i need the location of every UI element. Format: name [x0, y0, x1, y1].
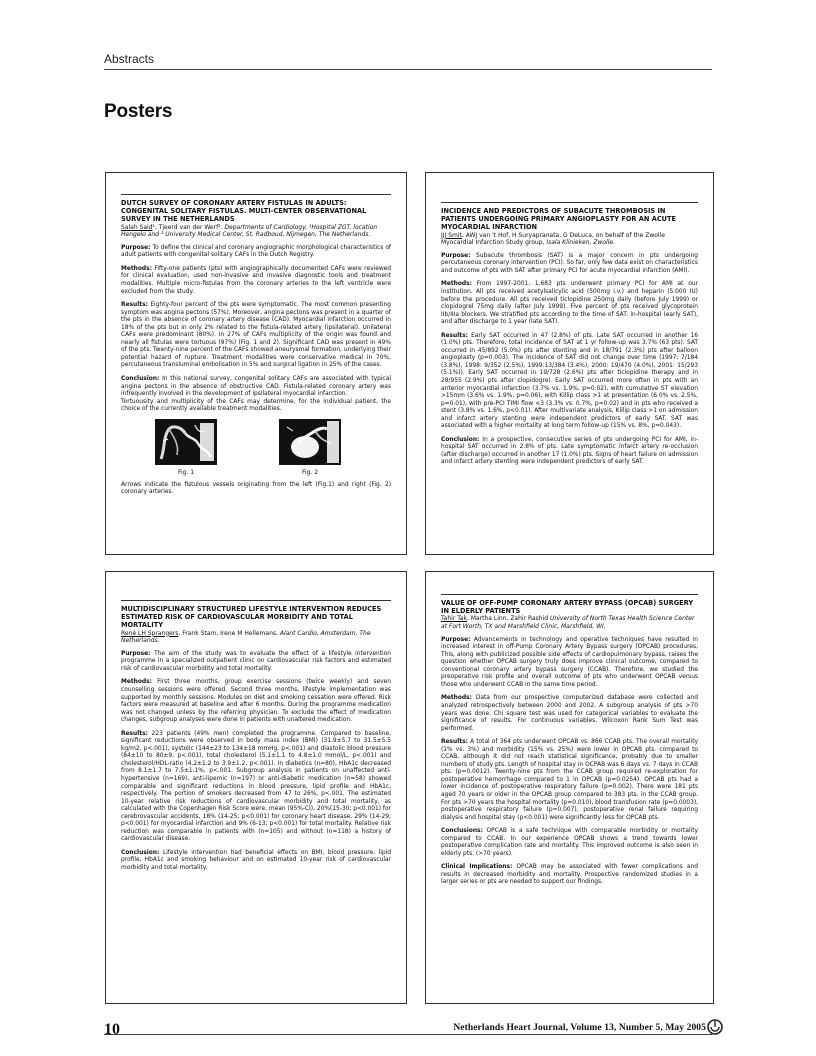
section-text: In a prospective, consecutive series of pts undergoing PCI for AMI, in-hospital SAT occurred in 2.8% of pts. Late symptomatic infarct artery re-occlusion (after discharge) occurred in another 17 (1.0%) pts. Signs of heart failure on admission and infarct artery stenting were independent predictors of early SAT. [441, 436, 698, 466]
section-text: Advancements in technology and operative techniques have resulted in increased interest in off-Pump Coronary Artery Bypass surgery (OPCAB) procedures. This, along with publicized possible side effects of cardiopulmonary bypass, raises the question whether OPCAB surgery truly does improve clinical outcome, compared to conventional coronary artery bypass surgery (CCAB). Therefore, we studied the preoperative risk profile and overall outcome of pts who underwent OPCAB versus those who underwent CCAB in the same time period. [441, 636, 699, 688]
section-label: Purpose: [441, 252, 471, 259]
poster-authors [121, 630, 391, 645]
abstract-section [441, 828, 698, 858]
poster-rule [121, 194, 391, 195]
abstract-section [441, 437, 698, 467]
abstract-section [121, 731, 391, 844]
figure-2 [278, 419, 342, 476]
section-text: OPCAB is a safe technique with comparable morbidity or mortality compared to CCAB. In our experience OPCAB shows a trend towards lower postoperative complication rate and mortality. This improved outcome is also seen in elderly pts. (>70 years). [441, 828, 699, 857]
section-label: Conclusion: [121, 376, 160, 382]
co-authors: , Frank Stam, Irene M Hellemans. [178, 629, 280, 637]
section-text: Eighty-four percent of the pts were symptomatic. The most common presenting symptom was angina pectons (57%). Moreover, angina pectons was present in a quarter of the pts in the absence of coronary artery disease (CAD). Myocardial infarction occurred in 18% of the pts but in only 2% related to the fistula-related artery (ipsilateral). Unilateral CAFs were predominant (80%). In 27% of CAFs multiplicity of the origin was found and nearly all fistulas were tortuous (97%) (Fig. 1 and 2). Significant CAD was present in 49% of the pts. Twenty-nine percent of the CAFs showed aneurysmal formation, underlying their potential hazard of rupture. Treatment modalities were conservative medical in 70%, percutaneous transluminal embolisation in 5% and surgical ligation in 25% of the cases. [121, 302, 392, 369]
section-text: Early SAT occurred in 47 (2.8%) of pts. Late SAT occurred in another 16 (1.0%) pts. Therefore, total incidence of SAT at 1 yr follow-up was 3.7% (63 pts). SAT occurred in 45/892 (5.0%) pts after stenting and in 18/791 (2.3%) pts after balloon angioplasty (p=0.003). The incidence of SAT did not change over time (1997: 7/184 (3.8%), 1998: 9/352 (2.5%), 1999:13/384 (3.4%), 2000: 19/470 (4.0%), 2001: 15/293 (5.1%)). Early SAT occurred in 19/728 (2.6%) pts after ticlopidine therapy and in 28/955 (2.9%) pts after clopidogrel. Early SAT occurred more often in pts with an anterior myocardial infarction (3.7% vs. 1.9%, p=0.02), with cumulative ST elevation >15mm (3.6% vs. 1.9%, p=0.06), with Killip class >1 at presentation (6.0% vs. 2.5%, p=0.01), with pre-PCI TIMI flow <3 (3.3% vs. 0.7%, p=0.02) and in pts who received a stent (3.8% vs. 1.6%, p<0.01). After multivariate analysis, Killip class >1 on admission and infarct artery stenting were independent predictors of early SAT. SAT was associated with a higher mortality at long term follow-up (15% vs. 8%, p=0.043). [441, 332, 698, 430]
figure-1 [154, 419, 218, 476]
affiliation: University of North Texas Health Science Center at Fort Worth, TX and Marshfield Clinic, Marshfield, WI. [441, 615, 695, 630]
section-label: Methods: [121, 679, 152, 686]
angiogram-image [155, 419, 217, 465]
abstract-section [441, 333, 698, 431]
section-label: Results: [121, 730, 148, 737]
section-text: From 1997-2001, 1.683 pts underwent primary PCI for AMI at our institution. All pts received acetylsalicylic acid (500mg i.v.) and heparin (5.000 IU) before the procedure. All pts received ticlopidine 250mg daily (before July 1999) or clopidogrel 75mg daily (after July 1999). Five percent of pts received glycoprotein IIb/IIIa blockers. We stratified pts according to the time of SAT: in-hospital (early SAT), and after discharge to 1 year (late SAT). [441, 281, 699, 326]
abstract-section [441, 281, 698, 326]
figure-caption: Fig. 2 [301, 468, 319, 476]
affiliation: Alant Cardio, Amsterdam, The Netherlands. [121, 629, 371, 645]
poster-title: INCIDENCE AND PREDICTORS OF SUBACUTE THROMBOSIS IN PATIENTS UNDERGOING PRIMARY ANGIOPLASTY FOR AN ACUTE MYOCARDIAL INFARCTION [441, 207, 677, 232]
poster-rule [441, 202, 698, 203]
abstract-section [121, 850, 391, 873]
section-label: Results: [441, 739, 468, 746]
section-label: Methods: [441, 281, 472, 288]
poster-title: MULTIDISCIPLINARY STRUCTURED LIFESTYLE INTERVENTION REDUCES ESTIMATED RISK OF CARDIOVASCULAR MORBIDITY AND TOTAL MORTALITY [121, 605, 382, 630]
page-number: 10 [104, 1021, 120, 1038]
section-label: Results: [121, 302, 148, 309]
abstract-section [441, 253, 698, 276]
angiogram-image [279, 419, 341, 465]
section-label: Purpose: [121, 244, 151, 251]
section-text: Data from our prospective computerized database were collected and analyzed retrospectively between 2000 and 2002. A subgroup analysis of pts >70 years was done. Chi square test was used for categorical variables to evaluate the significance of results. For continuous variables, Wilcoxon Rank Sum Test was performed. [441, 695, 699, 732]
poster-authors [121, 224, 391, 239]
abstract-section [121, 376, 391, 399]
poster-2 [425, 172, 714, 555]
co-authors: , Martha Linn, Zahir Rashid [467, 615, 550, 623]
poster-1 [105, 172, 407, 555]
section-text: Fifty-one patients (pts) with angiographically documented CAFs were reviewed for clinical evaluation, used non-invasive and invasive diagnostic tools and treatment modalities. Multiple micro-fistulas from the coronary arteries to the left ventricle were excluded from the study. [121, 265, 392, 295]
section-label: Conclusion: [441, 436, 480, 443]
section-label: Clinical Implications: [441, 864, 513, 871]
abstract-section [121, 679, 391, 724]
section-label: Results: [441, 332, 468, 339]
abstract-section [121, 651, 391, 674]
publisher-logo-icon [707, 1019, 723, 1035]
presenting-author: Tahir Tak [441, 615, 468, 623]
poster-title: VALUE OF OFF-PUMP CORONARY ARTERY BYPASS (OPCAB) SURGERY IN ELDERLY PATIENTS [441, 599, 694, 616]
section-text: Lifestyle intervention had beneficial effects on BMI, blood pressure, lipid profile, HbA1c and smoking behaviour and on estimated 10-year risk of cardiovascular morbidity and total mortality. [121, 849, 392, 872]
poster-4 [425, 571, 714, 1004]
section-text: OPCAB may be associated with fewer complications and results in decreased morbidity and mortality. Prospective randomized studies in a larger series or pts are needed to support our findings. [441, 864, 698, 886]
section-text: Subacute thrombosis (SAT) is a major concern in pts undergoing percutaneous coronary intervention (PCI). So far, only few data exist on characteristics and outcome of pts with SAT after primary PCI for acute myocardial infarction (AMI). [441, 252, 698, 274]
section-label: Conclusion: [121, 849, 160, 856]
poster-title: DUTCH SURVEY OF CORONARY ARTERY FISTULAS IN ADULTS: CONGENITAL SOLITARY FISTULAS. MULTI-CENTER OBSERVATIONAL SURVEY IN THE NETHERLANDS [121, 199, 367, 224]
abstract-section [121, 266, 391, 296]
section-text: The aim of the study was to evaluate the effect of a lifestyle intervention programme in a specialized outpatient clinic on cardiovascular risk factors and estimated risk of cardiovascular morbidity and total mortality. [121, 650, 391, 672]
abstract-section [441, 637, 698, 690]
figure-note: Arrows indicate the fistulous vessels originating from the left (Fig.1) and right (Fig. 2) coronary arteries. [121, 481, 391, 496]
poster-rule [121, 600, 391, 601]
abstract-section [121, 245, 391, 260]
figure-row [154, 419, 391, 476]
abstract-section [441, 695, 698, 733]
affiliation: Departments of Cardiology, ¹Hospital ZGT, location Hengelo and ² University Medical Center, St. Radboud, Nijmegen, The Netherlands. [121, 223, 378, 239]
poster-rule [441, 594, 698, 595]
abstract-section [441, 739, 698, 822]
presenting-author: René LH Sprangers [121, 629, 179, 637]
section-text: First three months, group exercise sessions (twice weekly) and seven counselling sessions were offered. Second three months, lifestyle implementation was supported by monthly sessions. Modules on diet and smoking cessation were offered. Risk factors were measured at baseline and after 6 months. During the programme medication was not changed unless by the referring physician. To exclude the effect of medication changes, subgroup analyses were done in patients with unaltered medication. [121, 679, 391, 724]
journal-footer: Netherlands Heart Journal, Volume 13, Number 5, May 2005 [453, 1023, 706, 1033]
poster-authors [441, 615, 698, 630]
bottom-rule [104, 1034, 712, 1035]
presenting-author: Salah Said [121, 223, 153, 231]
section-text: A total of 364 pts underwent OPCAB vs. 866 CCAB pts. The overall mortality (1% vs. 3%) and morbidity (15% vs. 25%) were lower in OPCAB pts. compared to CCAB, although it did not reach statistical significance, probably due to smaller numbers of study pts. Length of hospital stay in OCPAB was 6 days vs. 7 days in CCAB pts. (p=0.0012). Twenty-nine pts from the CCAB group required re-exploration for postoperative hemorrhage compared to 1 in OPCAB (p=0.0254). OPCAB pts had a lower incidence of postoperative respiratory failure (p=0.002). There were 181 pts aged 70 years or older in the OPCAB group compared to 383 pts. in the CCAB group. For pts >70 years the hospital mortality (p=0.010), blood transfusion rate (p=0.0003), postoperative respiratory failure (p=0.007), postoperative renal failure requiring dialysis and hospital stay (p<0.001) were significantly less for OPCAB pts. [441, 739, 698, 821]
co-authors: ¹, Tjeerd van der Werf². [152, 223, 225, 231]
presenting-author: JJJ Smit [441, 231, 462, 239]
top-rule [104, 69, 712, 70]
affiliation: Isala Klinieken, Zwolle. [546, 239, 615, 247]
figure-caption: Fig. 1 [177, 468, 195, 476]
section-text: In this national survey, congenital solitary CAFs are associated with typical angina pectons in the absence of obstructive CAD. Fistula-related coronary artery was infrequently involved in the development of ipsilateral myocardial infarction. [121, 376, 391, 398]
section-label: Methods: [121, 265, 152, 272]
section-label: Conclusions: [441, 828, 483, 835]
section-label: Methods: [441, 695, 472, 702]
abstract-section [441, 864, 698, 887]
page-heading: Posters [104, 101, 173, 122]
section-label: Abstracts [104, 52, 155, 66]
section-text: To define the clinical and coronary angiographic morphological characteristics of adult patients with congenital solitary CAFs in the Dutch Registry. [121, 244, 391, 259]
section-label: Purpose: [441, 636, 471, 643]
co-authors: , AWJ van 't Hof, H Suryapranata, G DeLuca, on behalf of the Zwolle Myocardial Infarction Study group, [441, 231, 665, 247]
abstract-section [121, 302, 391, 370]
poster-3 [105, 571, 407, 1004]
section-label: Purpose: [121, 650, 151, 657]
abstract-extra-text: Tortuousity and multiplicity of the CAFs may determine, for the individual patient, the choice of the currently available treatment modalities. [121, 398, 391, 413]
section-text: 223 patients (49% men) completed the programme. Compared to baseline, significant reductions were observed in body mass index (BMI) (31.9±5.7 to 31.5±5.5 kg/m2, p<.001), systolic (144±23 to 134±18 mmHg, p<.001) and diastolic blood pressure (84±10 to 80±9, p<.001), total cholesterol (5.1±1.1 to 4.8±1.0 mmol/L, p<.001) and cholesterol/HDL-ratio (4.2±1.2 to 3.9±1.2, p<.001). In diabetics (n=80), HbA1c decreased from 8.1±1.7 to 7.5±1.1%, p<.001. Subgroup analysis in patients on unaffected anti-hypertensive (n=169), anti-lipemic (n=197) or anti-diabetic medication (n=58) showed comparable and significant reductions in blood pressure, lipid profile and HbA1c, respectively. The portion of smokers decreased from 47 to 26%, p<.001. The estimated 10-year relative risk reductions of cardiovascular morbidity and total mortality, as calculated with the Copenhagen Risk Score were, mean (95%-CI), 20%(15-30; p<0.001) for cerebrovascular accidents, 18% (14-25; p<0.001) for coronary heart disease, 29% (14-29; p<0.001) for myocardial infarction and 9% (6-13; p<0.001) for total mortality. Relative risk reduction was comparable in patients with (n=105) and without (n=118) a history of cardiovascular disease. [121, 730, 392, 843]
poster-authors [441, 232, 698, 247]
